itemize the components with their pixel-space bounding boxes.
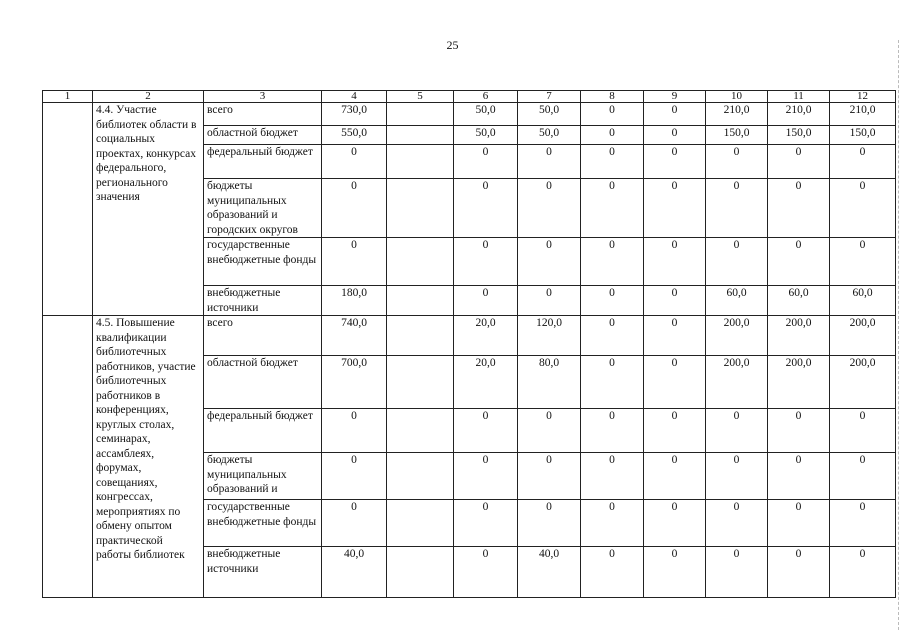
- value-cell: 50,0: [454, 126, 518, 145]
- value-cell: 40,0: [518, 547, 581, 598]
- value-cell: 210,0: [768, 103, 830, 126]
- column-header: 2: [93, 91, 204, 103]
- value-cell: 0: [518, 145, 581, 179]
- value-cell: 0: [644, 316, 706, 356]
- value-cell: 200,0: [830, 356, 896, 409]
- value-cell: 0: [322, 179, 387, 238]
- value-cell: 0: [581, 453, 644, 500]
- value-cell: 0: [454, 145, 518, 179]
- funding-source: бюджеты муниципальных образований и городских округов: [204, 179, 322, 238]
- value-cell: 20,0: [454, 316, 518, 356]
- column-header: 4: [322, 91, 387, 103]
- value-cell: 0: [706, 238, 768, 286]
- value-cell: [387, 238, 454, 286]
- value-cell: 0: [768, 453, 830, 500]
- value-cell: 0: [454, 500, 518, 547]
- column-header: 6: [454, 91, 518, 103]
- value-cell: 0: [581, 500, 644, 547]
- value-cell: 0: [644, 103, 706, 126]
- column-header: 3: [204, 91, 322, 103]
- value-cell: 0: [644, 453, 706, 500]
- value-cell: [387, 453, 454, 500]
- value-cell: 150,0: [706, 126, 768, 145]
- value-cell: 0: [581, 103, 644, 126]
- value-cell: 0: [706, 500, 768, 547]
- value-cell: 0: [706, 409, 768, 453]
- funding-source: внебюджетные источники: [204, 286, 322, 316]
- table-row: [43, 316, 896, 356]
- value-cell: [387, 126, 454, 145]
- value-cell: 0: [581, 356, 644, 409]
- value-cell: 0: [518, 286, 581, 316]
- value-cell: 0: [768, 500, 830, 547]
- value-cell: 740,0: [322, 316, 387, 356]
- value-cell: 0: [706, 547, 768, 598]
- funding-source: областной бюджет: [204, 356, 322, 409]
- value-cell: [387, 356, 454, 409]
- value-cell: 550,0: [322, 126, 387, 145]
- value-cell: 210,0: [830, 103, 896, 126]
- row-index-cell: [43, 316, 93, 598]
- value-cell: 0: [454, 409, 518, 453]
- value-cell: 0: [322, 453, 387, 500]
- column-header: 12: [830, 91, 896, 103]
- value-cell: 0: [706, 453, 768, 500]
- value-cell: 0: [518, 179, 581, 238]
- value-cell: 0: [830, 179, 896, 238]
- value-cell: 0: [644, 409, 706, 453]
- value-cell: [387, 409, 454, 453]
- value-cell: 0: [830, 145, 896, 179]
- value-cell: 60,0: [706, 286, 768, 316]
- value-cell: 0: [644, 179, 706, 238]
- value-cell: 0: [768, 238, 830, 286]
- value-cell: 0: [830, 453, 896, 500]
- value-cell: 0: [830, 409, 896, 453]
- value-cell: 50,0: [518, 103, 581, 126]
- value-cell: 0: [644, 500, 706, 547]
- value-cell: 0: [322, 500, 387, 547]
- row-index-cell: [43, 103, 93, 316]
- value-cell: [387, 547, 454, 598]
- value-cell: 0: [322, 409, 387, 453]
- value-cell: 120,0: [518, 316, 581, 356]
- value-cell: 200,0: [768, 356, 830, 409]
- value-cell: 0: [830, 547, 896, 598]
- value-cell: 200,0: [768, 316, 830, 356]
- value-cell: 0: [644, 126, 706, 145]
- value-cell: 0: [644, 356, 706, 409]
- value-cell: 180,0: [322, 286, 387, 316]
- value-cell: 200,0: [706, 316, 768, 356]
- table-row: [43, 103, 896, 126]
- value-cell: 0: [581, 547, 644, 598]
- value-cell: 0: [644, 547, 706, 598]
- value-cell: 50,0: [454, 103, 518, 126]
- value-cell: 0: [454, 179, 518, 238]
- value-cell: 50,0: [518, 126, 581, 145]
- value-cell: [387, 500, 454, 547]
- value-cell: 0: [581, 179, 644, 238]
- value-cell: 200,0: [706, 356, 768, 409]
- value-cell: 0: [644, 238, 706, 286]
- value-cell: 20,0: [454, 356, 518, 409]
- value-cell: [387, 286, 454, 316]
- value-cell: [387, 103, 454, 126]
- value-cell: 730,0: [322, 103, 387, 126]
- value-cell: 0: [454, 453, 518, 500]
- page-number: 25: [446, 38, 459, 52]
- funding-source: областной бюджет: [204, 126, 322, 145]
- value-cell: 0: [581, 145, 644, 179]
- value-cell: 0: [322, 145, 387, 179]
- value-cell: 0: [518, 453, 581, 500]
- value-cell: [387, 179, 454, 238]
- value-cell: 0: [581, 126, 644, 145]
- value-cell: 0: [581, 409, 644, 453]
- value-cell: 0: [768, 409, 830, 453]
- funding-source: государственные внебюджетные фонды: [204, 238, 322, 286]
- value-cell: 0: [581, 316, 644, 356]
- value-cell: 0: [768, 547, 830, 598]
- value-cell: 150,0: [830, 126, 896, 145]
- funding-source: всего: [204, 316, 322, 356]
- value-cell: 0: [768, 145, 830, 179]
- value-cell: 0: [830, 238, 896, 286]
- funding-source: бюджеты муниципальных образований и: [204, 453, 322, 500]
- column-header: 9: [644, 91, 706, 103]
- value-cell: [387, 316, 454, 356]
- column-header: 8: [581, 91, 644, 103]
- value-cell: 0: [768, 179, 830, 238]
- value-cell: 210,0: [706, 103, 768, 126]
- value-cell: 0: [830, 500, 896, 547]
- value-cell: 0: [454, 238, 518, 286]
- column-header: 11: [768, 91, 830, 103]
- value-cell: 0: [581, 286, 644, 316]
- value-cell: 60,0: [830, 286, 896, 316]
- activity-name: 4.5. Повышение квалификации библиотечных работников, участие библиотечных работников в конференциях, круглых столах, семинарах, ассамблеях, форумах, совещаниях, конгрессах, мероприятиях по обмену опытом практической работы библиотек: [93, 316, 204, 598]
- column-header: 5: [387, 91, 454, 103]
- value-cell: 0: [322, 238, 387, 286]
- value-cell: 80,0: [518, 356, 581, 409]
- column-number-row: [43, 91, 896, 103]
- funding-source: федеральный бюджет: [204, 145, 322, 179]
- funding-source: внебюджетные источники: [204, 547, 322, 598]
- value-cell: 0: [518, 238, 581, 286]
- funding-source: всего: [204, 103, 322, 126]
- value-cell: 0: [518, 500, 581, 547]
- value-cell: 0: [706, 179, 768, 238]
- activity-name: 4.4. Участие библиотек области в социальных проектах, конкурсах федерального, регионального значения: [93, 103, 204, 316]
- funding-source: государственные внебюджетные фонды: [204, 500, 322, 547]
- value-cell: [387, 145, 454, 179]
- value-cell: 0: [706, 145, 768, 179]
- funding-source: федеральный бюджет: [204, 409, 322, 453]
- scan-edge: [897, 40, 899, 630]
- value-cell: 700,0: [322, 356, 387, 409]
- column-header: 10: [706, 91, 768, 103]
- value-cell: 60,0: [768, 286, 830, 316]
- budget-table: [42, 90, 896, 598]
- value-cell: 200,0: [830, 316, 896, 356]
- value-cell: 0: [454, 547, 518, 598]
- value-cell: 150,0: [768, 126, 830, 145]
- value-cell: 0: [454, 286, 518, 316]
- column-header: 1: [43, 91, 93, 103]
- value-cell: 0: [518, 409, 581, 453]
- value-cell: 0: [644, 286, 706, 316]
- column-header: 7: [518, 91, 581, 103]
- value-cell: 0: [644, 145, 706, 179]
- value-cell: 0: [581, 238, 644, 286]
- value-cell: 40,0: [322, 547, 387, 598]
